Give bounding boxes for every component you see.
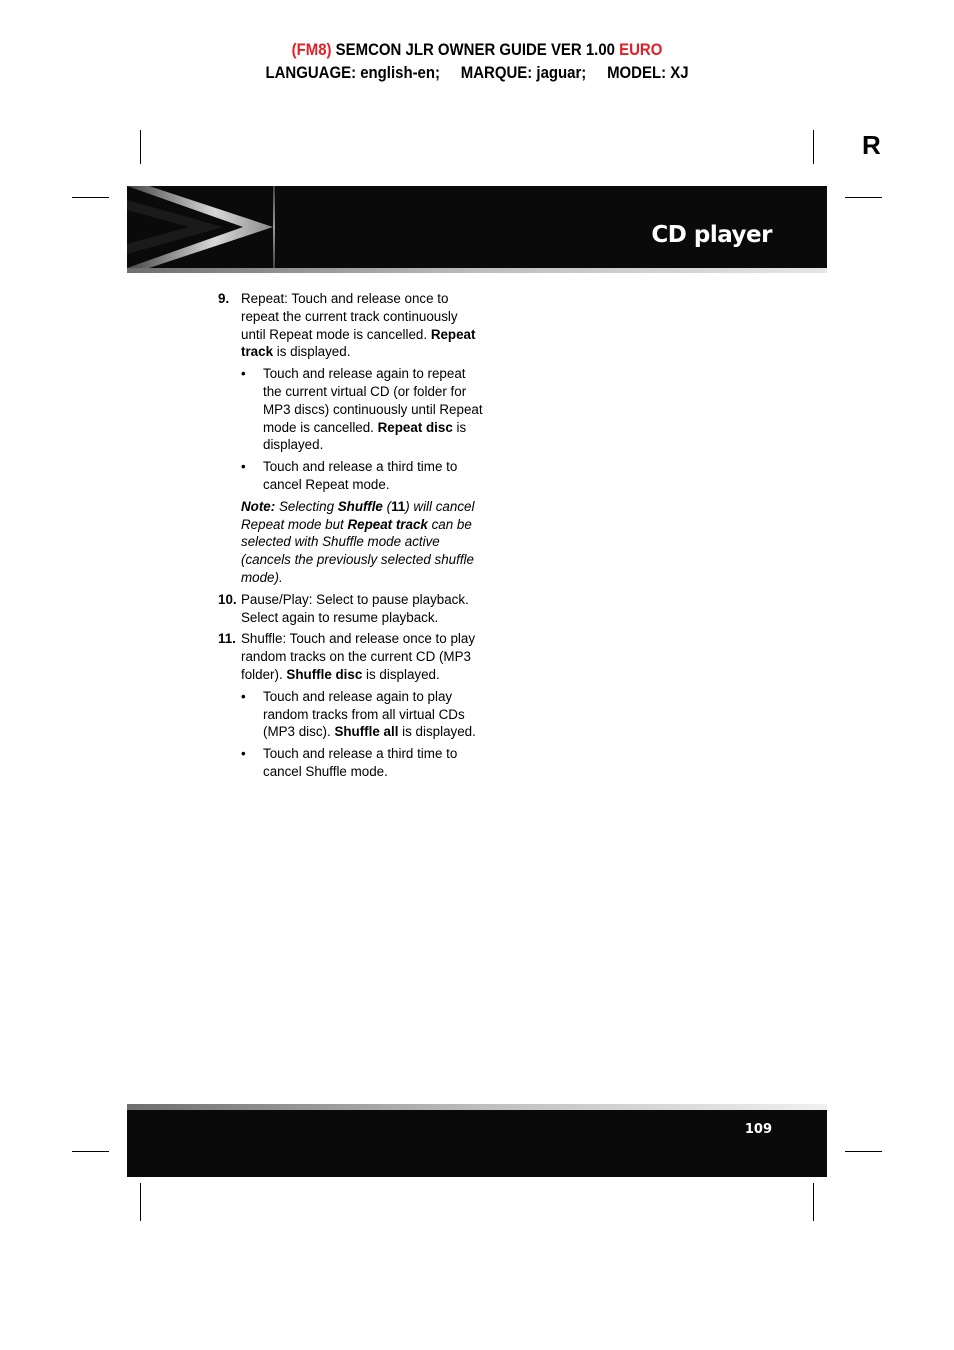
note-bold: Shuffle [337,498,383,514]
header-prefix: (FM8) [291,40,332,59]
list-item [218,630,483,683]
note-text: ) will cancel Repeat mode but [241,498,475,532]
bullet-icon: • [241,746,246,762]
note-ref-number: 11 [391,498,406,514]
list-item [218,290,483,361]
bullet-item [241,688,483,741]
item-bold-text: Shuffle disc [286,666,363,682]
note-text: can be selected with Shuffle mode active (cancels the previously selected shuffle mode). [241,516,474,585]
bullet-list [218,365,483,587]
item-text: Pause/Play: Select to pause playback. Select again to resume playback. [241,591,469,625]
banner-divider [273,186,275,268]
bullet-icon: • [241,366,246,382]
bullet-text: Touch and release again to play random tracks from all virtual CDs (MP3 disc). [263,688,465,740]
item-text: is displayed. [273,344,351,360]
item-number: 9. [218,291,230,306]
crop-mark [72,1151,109,1152]
section-title: CD player [651,222,772,248]
bullet-icon: • [241,688,246,704]
bullet-bold-text: Shuffle all [334,724,399,740]
crop-mark [813,1183,814,1221]
bullet-item [241,365,483,454]
crop-mark [845,1151,882,1152]
item-number: 11. [218,631,236,647]
crop-mark [813,130,814,164]
note [241,498,483,587]
list-item [218,591,483,627]
bullet-bold-text: Repeat disc [377,419,453,435]
bullet-text: Touch and release a third time to cancel Shuffle mode. [263,746,458,779]
bullet-item [241,745,483,781]
document-header-line2: LANGUAGE: english-en; MARQUE: jaguar; MODEL: XJ [265,63,689,82]
section-tab-letter: R [862,130,881,160]
bullet-text: is displayed. [263,419,467,453]
bullet-list [218,688,483,781]
footer-bar [127,1110,827,1177]
content-column [218,290,483,785]
header-suffix: EURO [619,40,663,59]
crop-mark [140,1183,141,1221]
bullet-icon: • [241,459,246,475]
chevron-logo-icon [127,186,277,268]
note-label: Note: [241,498,276,514]
item-number: 10. [218,591,237,607]
bullet-text: is displayed. [398,724,476,740]
bullet-item [241,458,483,494]
item-text: is displayed. [362,666,440,682]
document-header-line1 [57,40,897,60]
header-main: SEMCON JLR OWNER GUIDE VER 1.00 [335,40,615,59]
bullet-text: Touch and release again to repeat the current virtual CD (or folder for MP3 discs) continuously until Repeat mode is cancelled. [263,366,483,435]
banner-underline [127,268,827,273]
item-bold-text: Repeat track [241,326,476,360]
item-text: Shuffle: Touch and release once to play random tracks on the current CD (MP3 folder). [241,631,476,682]
crop-mark [140,130,141,164]
item-text: Repeat: Touch and release once to repeat the current track continuously until Repeat mode is cancelled. [241,291,458,342]
note-text: ( [382,498,392,514]
crop-mark [72,197,109,198]
page-number: 109 [744,1122,772,1137]
section-banner [127,186,827,268]
note-bold: Repeat track [347,516,428,532]
note-text: Selecting [275,498,338,514]
bullet-text: Touch and release a third time to cancel Repeat mode. [263,459,458,492]
crop-mark [845,197,882,198]
